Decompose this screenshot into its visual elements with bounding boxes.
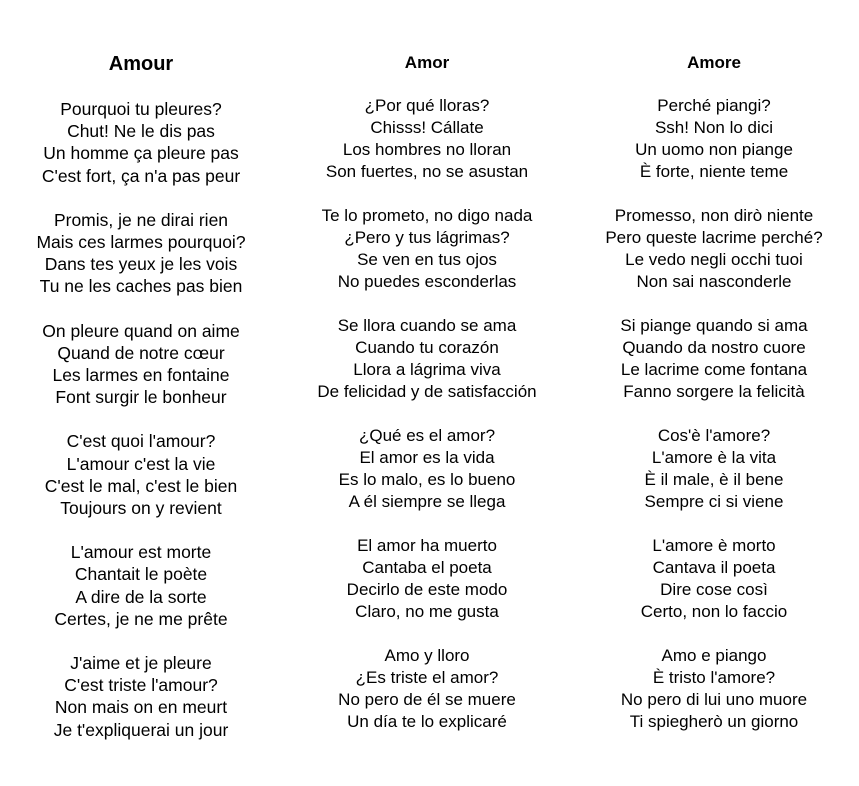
poem-line: Pero queste lacrime perché? [605,228,823,247]
stanza [583,645,845,733]
stanza [583,425,845,513]
poem-line: Non mais on en meurt [54,697,228,718]
stanza [10,98,272,187]
poem-line: Pourquoi tu pleures? [60,99,222,119]
poem-line: Chut! Ne le dis pas [67,121,215,142]
poem-line: No pero di lui uno muore [620,690,808,709]
poem-line: Se llora cuando se ama [337,316,517,335]
column-title: Amor [404,53,450,72]
poem-line: El amor ha muerto [357,536,497,555]
poem-line: C'est quoi l'amour? [66,431,216,452]
stanza [10,320,272,409]
poem-line: Perché piangi? [657,96,771,115]
stanza [297,95,557,183]
poem-line: È il male, è il bene [644,470,784,489]
poem-line: Font surgir le bonheur [55,387,227,408]
column-title: Amore [687,53,741,72]
stanza [10,541,272,630]
stanza [583,535,845,623]
stanza [297,425,557,513]
poem-line: Tu ne les caches pas bien [39,276,243,297]
poem-line: Le lacrime come fontana [620,360,808,379]
poem-line: Un uomo non piange [635,140,793,159]
poem-line: Un homme ça pleure pas [43,143,239,164]
poem-line: L'amore è la vita [651,448,777,467]
poem-body [583,95,845,755]
poem-line: Certo, non lo faccio [640,602,788,621]
poem-line: A él siempre se llega [348,492,506,511]
stanza [583,95,845,183]
poem-line: C'est le mal, c'est le bien [44,475,238,496]
poem-line: Cantaba el poeta [362,558,492,577]
poem-line: ¿Qué es el amor? [358,426,496,445]
stanza [583,205,845,293]
poem-body [10,98,272,763]
poem-line: Chisss! Cállate [370,118,484,137]
poem-body [297,95,557,755]
poem-line: Chantait le poète [74,564,208,585]
poem-line: Cantava il poeta [652,558,776,577]
poem-line: J'aime et je pleure [70,653,212,674]
poem-line: Dans tes yeux je les vois [44,254,238,275]
poem-line: Claro, no me gusta [355,602,499,621]
poem-line: Un día te lo explicaré [347,712,507,731]
poem-line: ¿Por qué lloras? [364,96,490,115]
stanza [297,645,557,733]
poem-line: C'est fort, ça n'a pas peur [41,165,241,186]
column-title: Amour [108,53,174,75]
poem-line: C'est triste l'amour? [64,675,218,696]
poem-line: Se ven en tus ojos [357,250,497,269]
poem-line: Certes, je ne me prête [54,608,228,629]
poem-line: Es lo malo, es lo bueno [338,470,516,489]
poem-line: Toujours on y revient [60,498,222,519]
poem-line: ¿Pero y tus lágrimas? [344,228,510,247]
poem-line: Les larmes en fontaine [52,365,230,386]
poem-line: È tristo l'amore? [652,668,776,687]
poem-line: Cos'è l'amore? [657,426,771,445]
poem-line: El amor es la vida [359,448,495,467]
poem-line: Ti spiegherò un giorno [629,712,799,731]
poem-line: ¿Es triste el amor? [355,668,499,687]
poem-line: L'amore è morto [652,536,776,555]
poem-line: Promis, je ne dirai rien [53,209,229,230]
stanza [583,315,845,403]
stanza [10,652,272,741]
poem-line: Son fuertes, no se asustan [325,162,529,181]
poem-line: De felicidad y de satisfacción [317,382,537,401]
poem-line: Je t'expliquerai un jour [53,719,229,740]
stanza [297,535,557,623]
poem-line: Te lo prometo, no digo nada [321,206,533,225]
poem-line: Llora a lágrima viva [353,360,501,379]
poem-line: Decirlo de este modo [346,580,508,599]
poem-line: A dire de la sorte [75,586,207,607]
poem-line: Los hombres no lloran [342,140,512,159]
poem-line: Mais ces larmes pourquoi? [36,232,246,253]
poem-line: Le vedo negli occhi tuoi [625,250,803,269]
stanza [297,205,557,293]
stanza [10,209,272,298]
poem-line: Cuando tu corazón [355,338,499,357]
poem-line: Quando da nostro cuore [622,338,806,357]
poem-line: Dire cose così [660,580,768,599]
poem-line: Sempre ci si viene [644,492,784,511]
stanza [297,315,557,403]
poem-line: Amo e piango [661,646,767,665]
poem-line: Fanno sorgere la felicità [623,382,805,401]
poem-line: È forte, niente teme [639,162,789,181]
poem-line: On pleure quand on aime [42,320,240,341]
poem-line: L'amour c'est la vie [66,453,216,474]
stanza [10,430,272,519]
poem-line: No puedes esconderlas [337,272,517,291]
poem-line: Quand de notre cœur [57,342,225,363]
poem-line: Si piange quando si ama [620,316,808,335]
poem-line: Amo y lloro [384,646,470,665]
poem-line: L'amour est morte [70,542,212,563]
poem-line: Non sai nasconderle [636,272,792,291]
poem-line: Ssh! Non lo dici [654,118,774,137]
poem-line: Promesso, non dirò niente [614,206,814,225]
poem-line: No pero de él se muere [338,690,516,709]
